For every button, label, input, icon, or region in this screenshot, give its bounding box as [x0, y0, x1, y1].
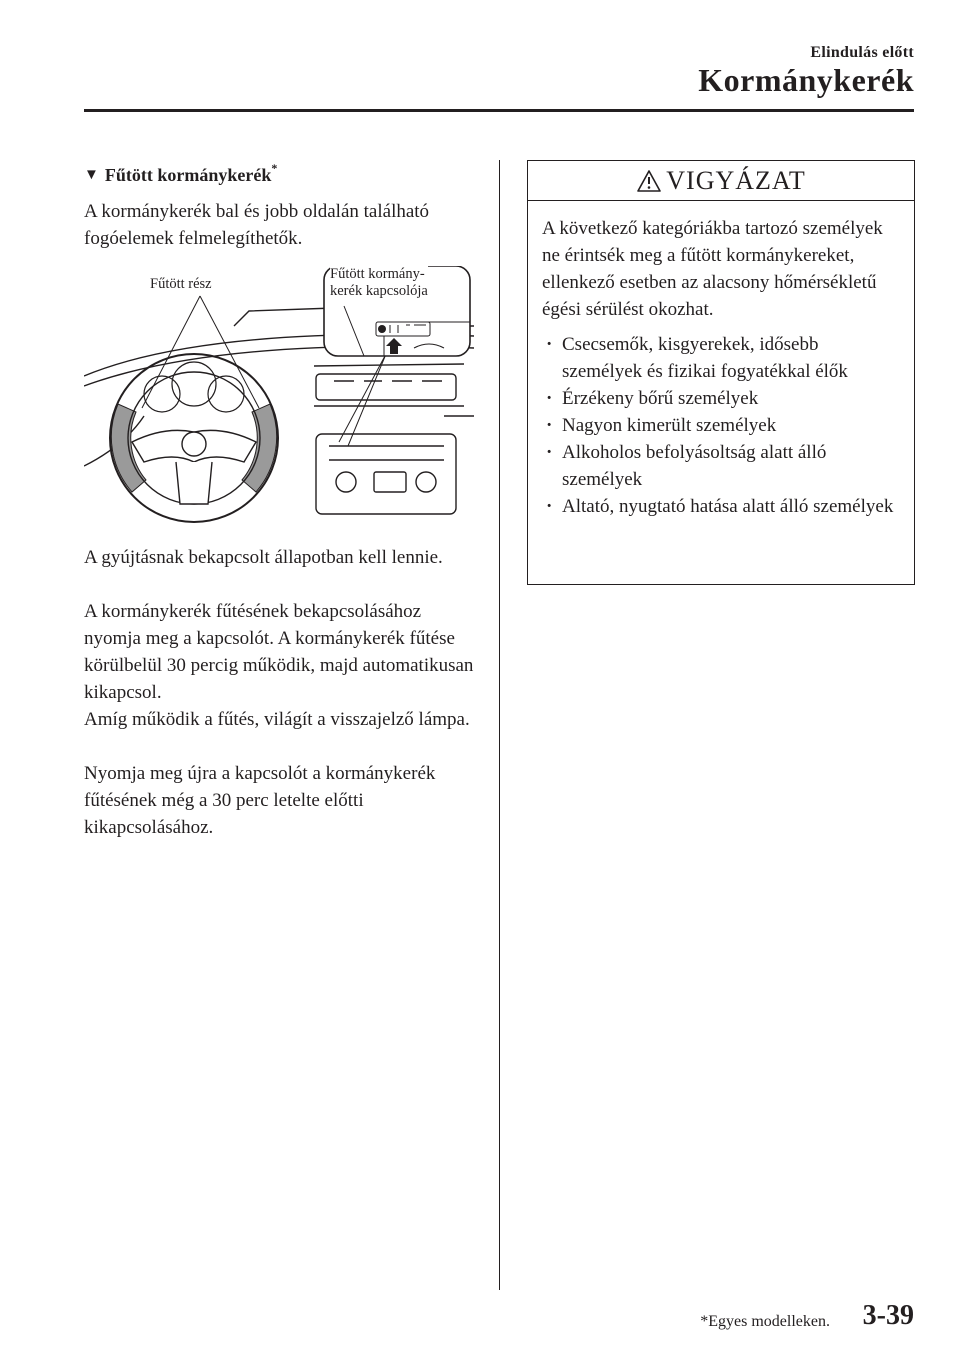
list-item: · Alkoholos befolyásoltság alatt álló személyek	[546, 442, 827, 490]
footnote: *Egyes modelleken.	[700, 1313, 830, 1330]
optional-equipment-asterisk: *	[271, 161, 278, 175]
warning-title: VIGYÁZAT	[666, 165, 806, 195]
switch-on-paragraph: A kormánykerék fűtésének bekapcsolásához nyomja meg a kapcsolót. A kormánykerék fűtése körülbelül 30 percig működik, majd automatikusan kikapcsol.	[84, 601, 474, 703]
section-heading	[84, 162, 474, 188]
indicator-paragraph: Amíg működik a fűtés, világít a visszajelző lámpa.	[84, 709, 470, 730]
page-number: 3-39	[862, 1300, 914, 1331]
warning-intro: A következő kategóriákba tartozó személyek ne érintsék meg a fűtött kormánykereket, ellenkező esetben az alacsony hőmérsékletű égési sérülést okozhat.	[542, 218, 883, 320]
list-item: · Csecsemők, kisgyerekek, idősebb személyek és fizikai fogyatékkal élők	[546, 334, 848, 382]
list-item: · Altató, nyugtató hatása alatt álló személyek	[546, 496, 894, 517]
column-divider	[499, 160, 500, 1290]
right-column	[527, 160, 915, 585]
triangle-marker-icon: ▼	[84, 167, 99, 183]
steering-wheel-shape	[110, 354, 278, 522]
header-rule	[84, 109, 914, 112]
callout-heated-part: Fűtött rész	[150, 276, 212, 292]
running-page-title: Kormánykerék	[698, 62, 914, 98]
ignition-paragraph: A gyújtásnak bekapcsolt állapotban kell lennie.	[84, 547, 443, 568]
section-heading-text: Fűtött kormánykerék*	[104, 161, 278, 185]
dashboard-drawing	[84, 266, 474, 534]
warning-body	[528, 201, 914, 520]
steering-wheel-illustration	[84, 266, 474, 534]
running-section-title: Elindulás előtt	[810, 44, 914, 61]
warning-list	[542, 331, 900, 520]
warning-box	[527, 160, 915, 585]
left-column	[84, 162, 474, 841]
warning-triangle-icon	[636, 169, 662, 193]
switch-off-paragraph: Nyomja meg újra a kapcsolót a kormánykerék fűtésének még a 30 perc letelte előtti kikapcsolásához.	[84, 763, 436, 838]
list-item: · Nagyon kimerült személyek	[546, 415, 777, 436]
warning-header	[528, 161, 914, 201]
callout-heater-switch: Fűtött kormány- kerék kapcsolója	[330, 266, 428, 299]
list-item: · Érzékeny bőrű személyek	[546, 388, 759, 409]
intro-paragraph: A kormánykerék bal és jobb oldalán található fogóelemek felmelegíthetők.	[84, 201, 430, 249]
